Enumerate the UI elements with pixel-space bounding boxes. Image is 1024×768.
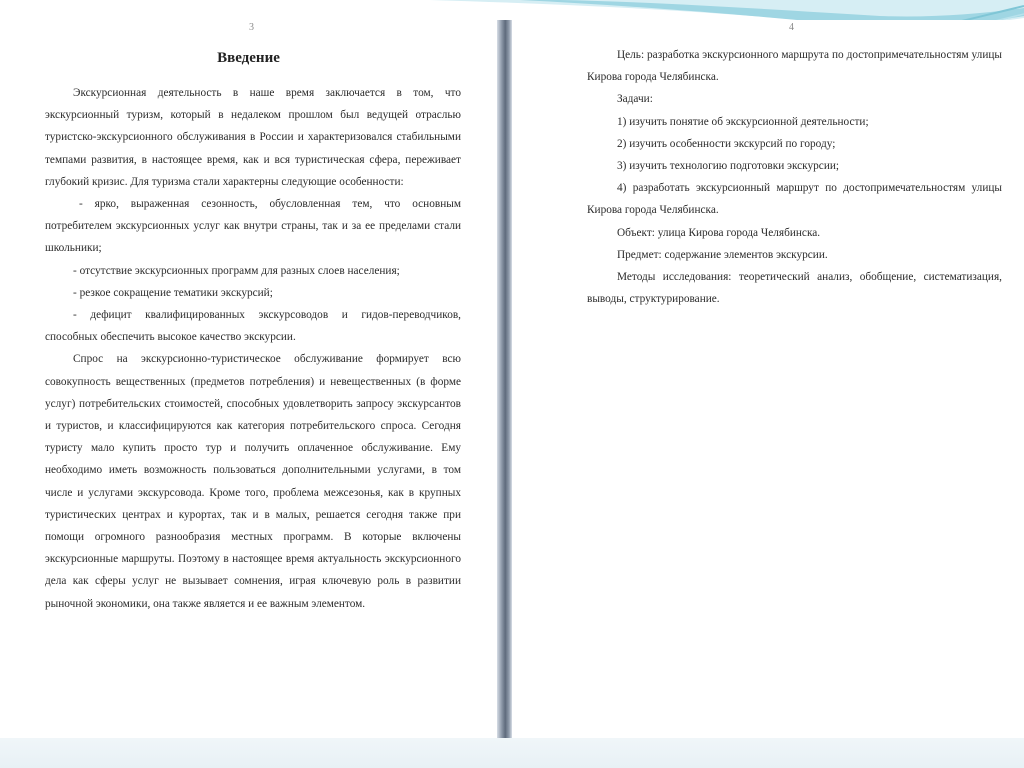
goals-text: [587, 44, 1002, 310]
bottom-background-band: [0, 738, 1024, 768]
object-paragraph: Объект: улица Кирова города Челябинска.: [617, 226, 821, 239]
page-title: Введение: [217, 50, 280, 66]
task-item: 2) изучить особенности экскурсий по городу;: [617, 137, 836, 150]
page-number: 3: [249, 22, 254, 33]
paragraph: - дефицит квалифицированных экскурсоводов и гидов-переводчиков, способных обеспечить высокое качество экскурсии.: [45, 309, 461, 344]
methods-paragraph: Методы исследования: теоретический анализ, обобщение, систематизация, выводы, структурирование.: [587, 271, 1002, 306]
paragraph: Экскурсионная деятельность в наше время заключается в том, что экскурсионный туризм, который в недалеком прошлом был ведущей отраслью туристско-экскурсионного обслуживания в России и характеризовался стабильными темпами развития, в настоящее время, как и вся туристическая сфера, переживает глубокий кризис. Для туризма стали характерны следующие особенности:: [45, 87, 461, 188]
page-number: 4: [789, 22, 794, 33]
paragraph: Спрос на экскурсионно-туристическое обслуживание формирует всю совокупность вещественных (предметов потребления) и невещественных (в форме услуг) потребительских стоимостей, способных удовлетворить запросу экскурсантов и туристов, и классифицируются как категория потребительского спроса. Сегодня туристу мало купить просто тур и получить оплаченное обслуживание. Ему необходимо иметь возможность пользоваться дополнительными услугами, в том числе и услугами экскурсовода. Кроме того, проблема межсезонья, как в крупных туристических центрах и курортах, так и в малых, решается сегодня также при помощи огромного разнообразия местных программ. В которые включены экскурсионные маршруты. Поэтому в настоящее время актуальность экскурсионного дела как сферы услуг не вызывает сомнения, играя ключевую роль в развитии рыночной экономики, она также является и ее важным элементом.: [45, 353, 461, 610]
tasks-heading: Задачи:: [617, 93, 653, 106]
paragraph: - резкое сокращение тематики экскурсий;: [73, 286, 273, 299]
subject-paragraph: Предмет: содержание элементов экскурсии.: [617, 248, 828, 261]
page-left: [0, 20, 497, 738]
task-item: 3) изучить технологию подготовки экскурсии;: [617, 160, 840, 173]
paragraph: - отсутствие экскурсионных программ для разных слоев населения;: [73, 264, 400, 277]
page-right: [512, 20, 1024, 738]
page-divider: [497, 20, 512, 738]
task-item: 4) разработать экскурсионный маршрут по достопримечательностям улицы Кирова города Челябинска.: [587, 182, 1002, 217]
paragraph: - ярко, выраженная сезонность, обусловленная тем, что основным потребителем экскурсионных услуг как внутри страны, так и за ее пределами стали школьники;: [45, 198, 461, 255]
goal-paragraph: Цель: разработка экскурсионного маршрута по достопримечательностям улицы Кирова города Челябинска.: [587, 49, 1002, 84]
intro-text: [45, 82, 461, 615]
task-item: 1) изучить понятие об экскурсионной деятельности;: [617, 115, 869, 128]
